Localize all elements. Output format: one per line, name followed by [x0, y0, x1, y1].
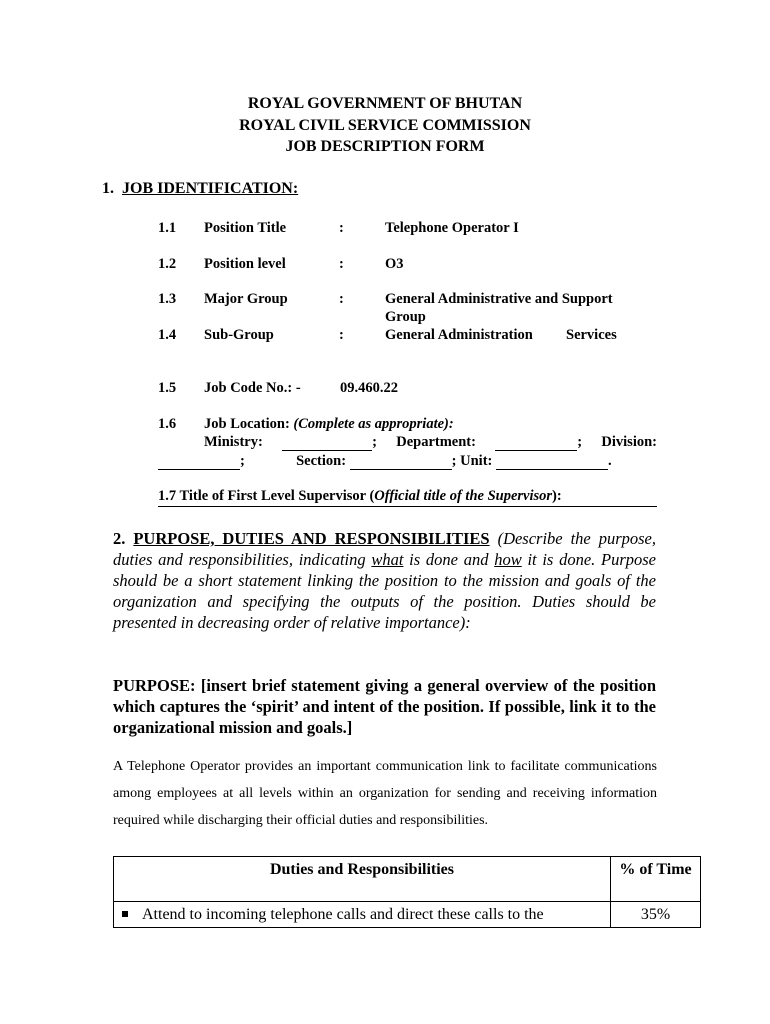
- duties-header-row: [114, 857, 701, 902]
- section-blank[interactable]: [350, 455, 452, 470]
- job-location-note: (Complete as appropriate):: [293, 416, 454, 432]
- row-1-3-sep: :: [339, 291, 344, 307]
- section-1-number: 1.: [102, 180, 114, 197]
- sub-group-label: Sub-Group: [204, 327, 274, 343]
- section-2-number: 2.: [113, 529, 126, 548]
- header-line-1: ROYAL GOVERNMENT OF BHUTAN: [247, 95, 523, 112]
- percent-cell: 35%: [611, 902, 701, 928]
- division-label: Division:: [601, 434, 657, 450]
- major-group-value: General Administrative and Support Group: [385, 291, 613, 325]
- table-row: [114, 902, 701, 928]
- job-code-label: Job Code No.: -: [204, 380, 301, 396]
- major-group-label: Major Group: [204, 291, 288, 307]
- purpose-body: A Telephone Operator provides an important communication link to facilitate communications among employees at all levels within an organization for sending and receiving information required while discharging their official duties and responsibilities.: [113, 759, 657, 828]
- bullet-icon: [122, 911, 128, 917]
- division-blank[interactable]: [158, 455, 240, 470]
- unit-blank[interactable]: [496, 455, 608, 470]
- sub-group-value: General Administration: [385, 327, 533, 343]
- duties-table: [113, 856, 701, 928]
- section-1-heading: [102, 178, 298, 199]
- position-level-value: O3: [385, 256, 404, 272]
- job-location-line-1: Ministry: ; Department: ; Division:: [204, 434, 657, 450]
- form-title: JOB DESCRIPTION FORM: [285, 138, 485, 155]
- duties-column-header: Duties and Responsibilities: [114, 857, 611, 902]
- job-location-line-2: ; Section: ; Unit: .: [158, 452, 657, 470]
- section-2-intro-what: what: [371, 550, 404, 569]
- row-1-2-sep: :: [339, 256, 344, 272]
- position-title-label: Position Title: [204, 220, 287, 236]
- position-title-value: Telephone Operator I: [385, 220, 519, 236]
- duty-cell: [114, 902, 611, 928]
- duty-text: Attend to incoming telephone calls and direct these calls to the: [142, 906, 544, 923]
- row-1-6-num: 1.6: [158, 416, 177, 432]
- job-code-value: 09.460.22: [340, 380, 398, 396]
- supervisor-note: Official title of the Supervisor: [374, 488, 553, 504]
- row-1-1-sep: :: [339, 220, 344, 236]
- unit-label: Unit:: [460, 453, 493, 469]
- first-level-supervisor: [158, 487, 657, 507]
- header-line-2: ROYAL CIVIL SERVICE COMMISSION: [239, 117, 531, 134]
- ministry-label: Ministry:: [204, 434, 263, 450]
- section-label: Section:: [296, 453, 347, 469]
- section-2-intro-c: it is done. Purpose should be a short statement linking the position to the mission and goals of the organization and specifying the outputs of the position. Duties should be presented in decreasing order of relative importance):: [113, 550, 657, 632]
- job-location-label: Job Location:: [204, 416, 290, 432]
- supervisor-prefix: 1.7 Title of First Level Supervisor (: [158, 488, 375, 504]
- section-1-title: JOB IDENTIFICATION:: [122, 180, 299, 197]
- position-level-label: Position level: [204, 256, 286, 272]
- job-location-heading: [204, 415, 454, 433]
- section-2-title: PURPOSE, DUTIES AND RESPONSIBILITIES: [133, 529, 490, 548]
- section-2-intro-how: how: [494, 550, 522, 569]
- department-label: Department:: [396, 434, 476, 450]
- section-2-intro-b: is done and: [409, 550, 489, 569]
- row-1-1-num: 1.1: [158, 220, 177, 236]
- supervisor-suffix: ):: [552, 488, 562, 504]
- section-2-intro: [113, 528, 656, 633]
- row-1-3-num: 1.3: [158, 291, 177, 307]
- row-1-5-num: 1.5: [158, 380, 177, 396]
- department-blank[interactable]: [495, 436, 577, 451]
- row-1-4-num: 1.4: [158, 327, 177, 343]
- time-column-header: % of Time: [611, 857, 701, 902]
- sub-group-value-2: Services: [566, 327, 617, 343]
- row-1-2-num: 1.2: [158, 256, 177, 272]
- ministry-blank[interactable]: [282, 436, 372, 451]
- purpose-heading: PURPOSE: [insert brief statement giving a general overview of the position which captures the ‘spirit’ and intent of the position. If possible, link it to the organizational mission and goals.]: [113, 676, 656, 737]
- row-1-4-sep: :: [339, 327, 344, 343]
- section-2-intro-a: (Describe the purpose, duties and responsibilities, indicating: [113, 529, 656, 569]
